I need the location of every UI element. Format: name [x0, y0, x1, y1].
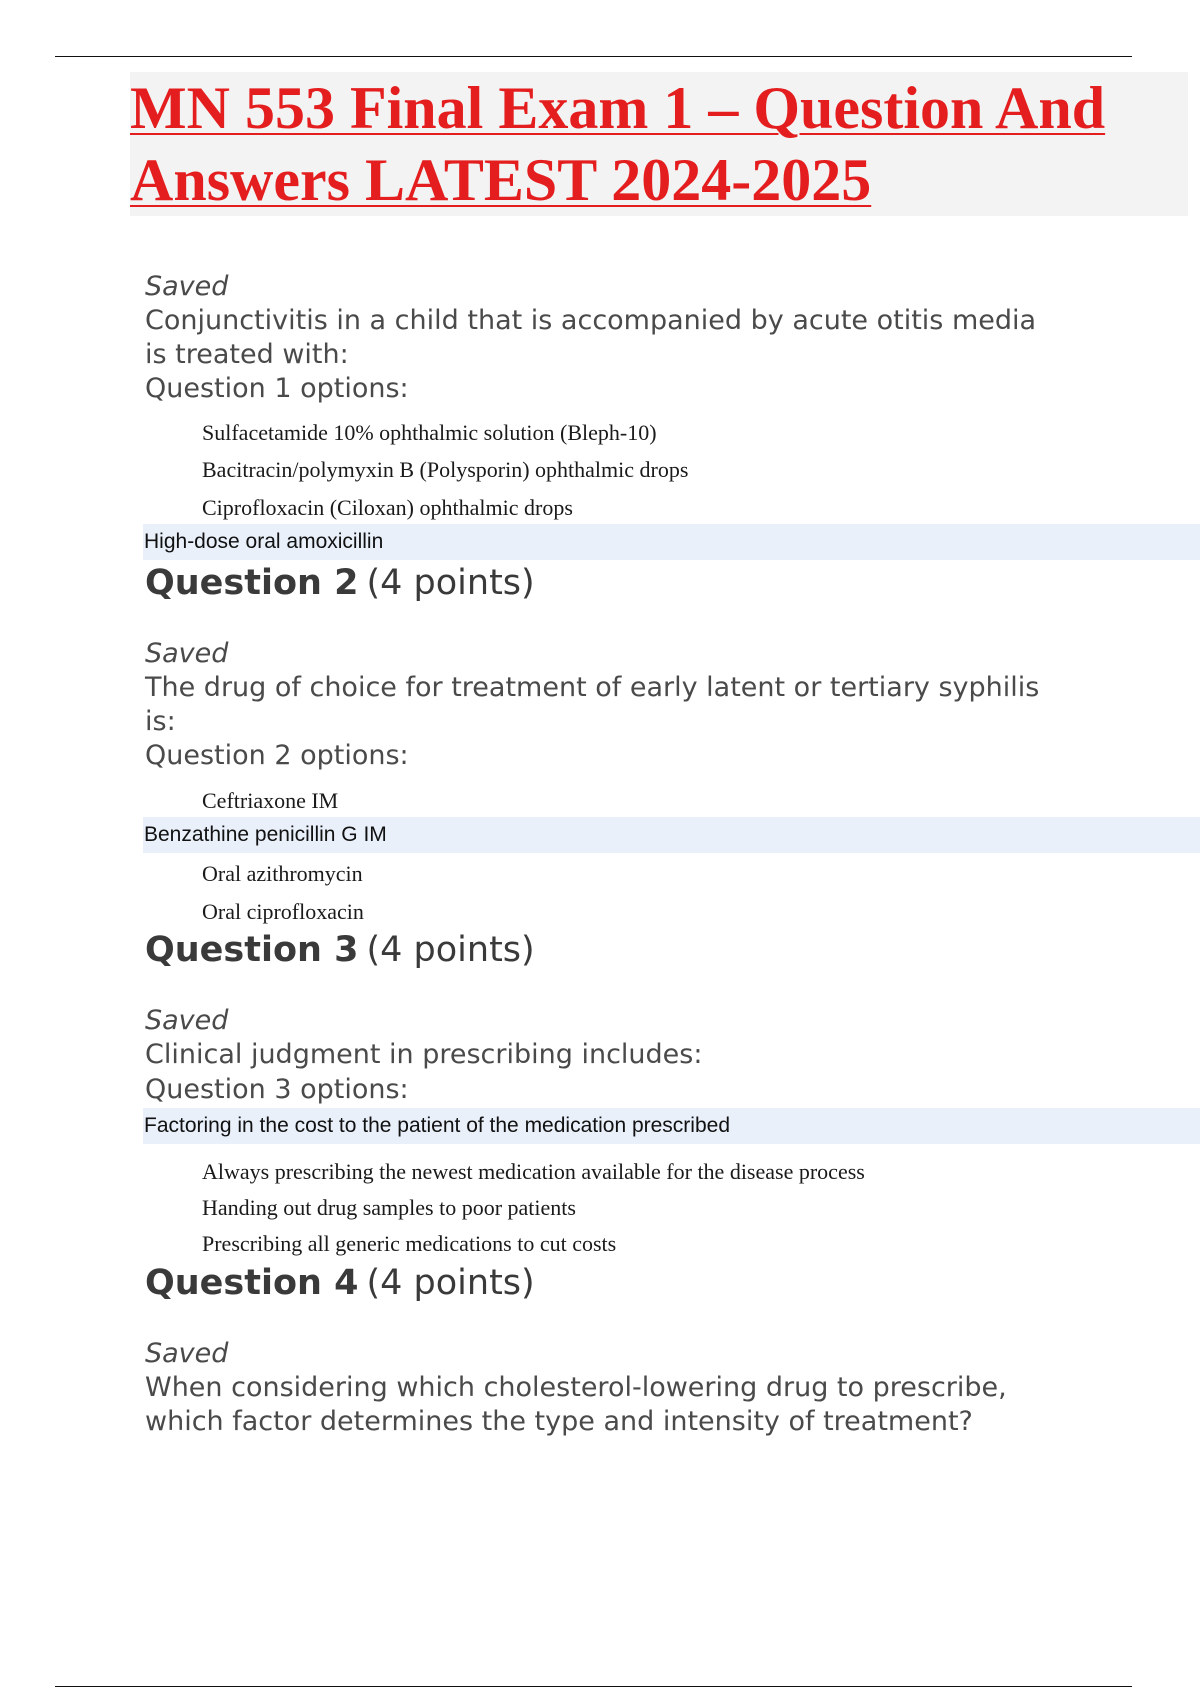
q2-option-3[interactable]: Oral azithromycin [202, 861, 363, 886]
q4-saved-status: Saved [145, 1338, 229, 1369]
q3-points: (4 points) [366, 930, 535, 970]
q4-question-text: When considering which cholesterol-lowering drug to prescribe, which factor determines the type and intensity of treatment? [145, 1372, 1007, 1437]
bottom-rule [55, 1686, 1132, 1687]
q2-answer-highlighted[interactable]: Benzathine penicillin G IM [143, 817, 1200, 853]
q1-saved-status: Saved [145, 271, 229, 302]
q3-option-3[interactable]: Handing out drug samples to poor patients [202, 1195, 576, 1220]
q2-number: Question 2 [145, 563, 359, 603]
q4-points: (4 points) [366, 1263, 535, 1303]
q1-option-2[interactable]: Bacitracin/polymyxin B (Polysporin) ophthalmic drops [202, 457, 689, 482]
q1-answer-highlighted[interactable]: High-dose oral amoxicillin [143, 524, 1200, 560]
q1-option-1[interactable]: Sulfacetamide 10% ophthalmic solution (Bleph-10) [202, 420, 657, 445]
document-title: MN 553 Final Exam 1 – Question And Answers LATEST 2024-2025 [130, 75, 1106, 213]
q1-option-3[interactable]: Ciprofloxacin (Ciloxan) ophthalmic drops [202, 495, 573, 520]
q3-answer-highlighted[interactable]: Factoring in the cost to the patient of the medication prescribed [143, 1108, 1200, 1144]
q2-question-text: The drug of choice for treatment of early latent or tertiary syphilis is: [145, 672, 1040, 737]
q4-heading [145, 1263, 535, 1303]
top-rule [55, 56, 1132, 57]
q2-heading [145, 563, 535, 603]
q3-question-text: Clinical judgment in prescribing includes: [145, 1039, 703, 1070]
q1-question-text: Conjunctivitis in a child that is accompanied by acute otitis media is treated with: [145, 305, 1037, 370]
q3-saved-status: Saved [145, 1005, 229, 1036]
q3-option-2[interactable]: Always prescribing the newest medication available for the disease process [202, 1159, 865, 1184]
q3-heading [145, 930, 535, 970]
q3-number: Question 3 [145, 930, 359, 970]
q3-option-4[interactable]: Prescribing all generic medications to cut costs [202, 1231, 617, 1256]
q3-options-label: Question 3 options: [145, 1074, 409, 1105]
q2-options-label: Question 2 options: [145, 740, 409, 771]
q2-saved-status: Saved [145, 638, 229, 669]
q2-option-4[interactable]: Oral ciprofloxacin [202, 899, 364, 924]
q4-number: Question 4 [145, 1263, 359, 1303]
q2-points: (4 points) [366, 563, 535, 603]
q2-option-1[interactable]: Ceftriaxone IM [202, 788, 339, 813]
q1-options-label: Question 1 options: [145, 373, 409, 404]
